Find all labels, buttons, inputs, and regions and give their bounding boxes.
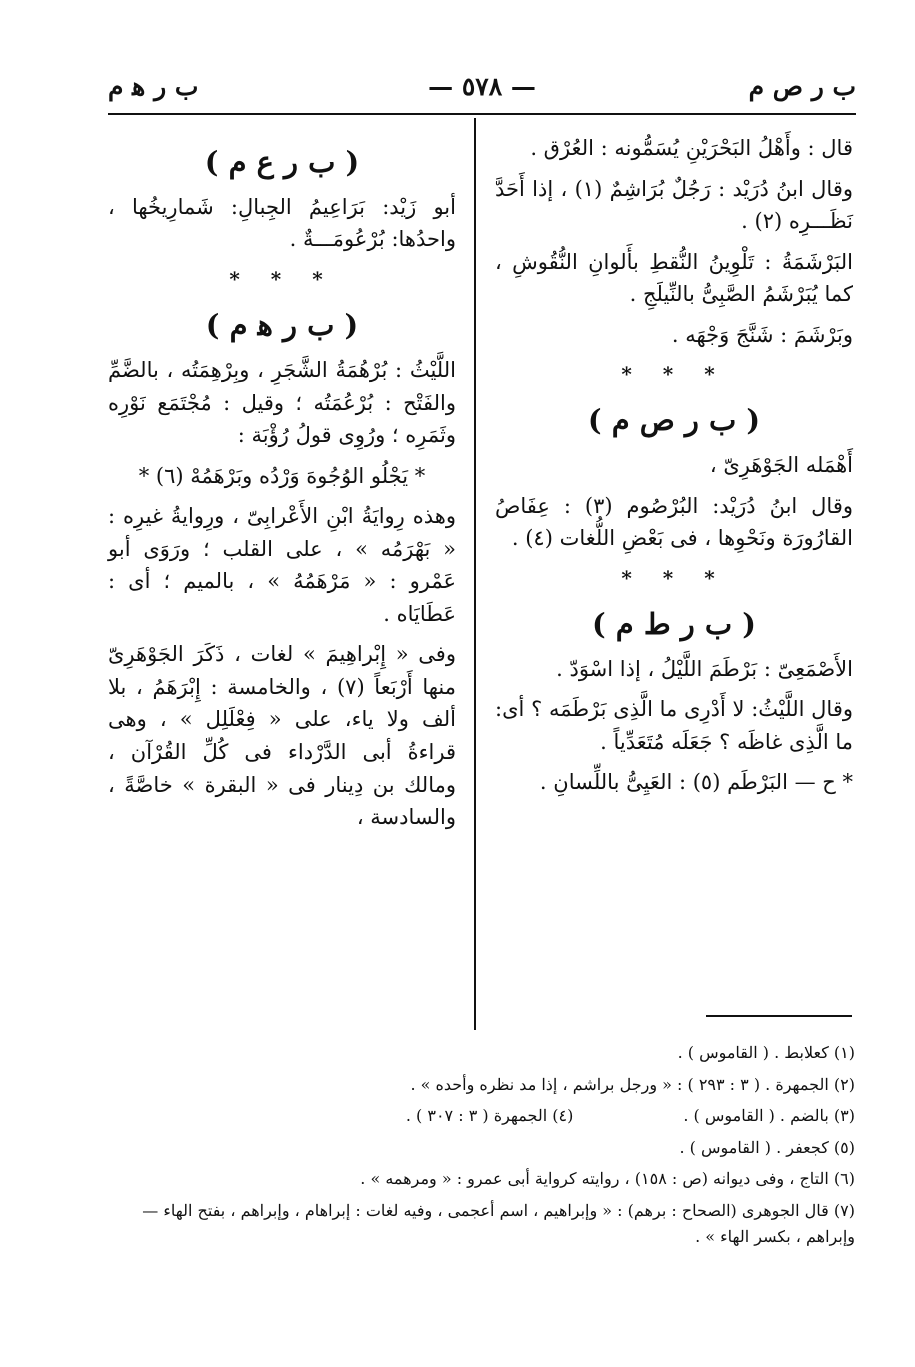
paragraph: أبو زَيْد: بَرَاعِيمُ الجِبالِ: شَمارِيخُها ، واحدُها: بُرْعُومَـــةٌ . bbox=[108, 194, 456, 252]
paragraph: قال : وأَهْلُ البَحْرَيْنِ يُسَمُّونه : العُرْق . bbox=[530, 136, 853, 160]
verse-quote: * يَجْلُو الوُجُوهَ وَرْدُه وبَرْهَمُهْ (٦) * bbox=[138, 463, 426, 488]
footnote: (٦) التاج ، وفى ديوانه (ص : ١٥٨) ، روايته كرواية أبى عمرو : « ومرهمه » . bbox=[360, 1169, 855, 1189]
entry-heading: ( ب ر ع م ) bbox=[204, 145, 360, 179]
paragraph: وفى « إِبْراهِيمَ » لغات ، ذَكَرَ الجَوْهَرِىّ منها أَرْبَعاً (٧) ، والخامسة : إِبْرَهَمُ ، بلا ألف ولا ياء، على « فِعْلَلِل » ، وهى قراءةُ أبى الدَّرْداء فى كُلِّ القُرْآن ، ومالك بن دِينار فى « البقرة » خاصَّةً ، والسادسة ، bbox=[108, 642, 456, 830]
entry-heading: ( ب ر ط م ) bbox=[591, 606, 756, 641]
footnotes bbox=[95, 1040, 855, 1255]
header-root-right: ب ر ص م bbox=[748, 72, 856, 101]
footnote: (٢) الجمهرة . ( ٣ : ٢٩٣ ) : « ورجل براشم ، إذا مد نظره وأحده » . bbox=[410, 1074, 855, 1094]
footnote: (٥) كجعفر . ( القاموس ) . bbox=[679, 1137, 855, 1157]
section-separator: * * * bbox=[621, 565, 727, 590]
paragraph: وقال اللَّيْثُ: لا أَدْرِى ما الَّذِى بَرْطَمَه ؟ أى: ما الَّذِى غاظَه ؟ جَعَلَه مُتَعَدِّياً . bbox=[495, 697, 853, 754]
paragraph: أَهْمَله الجَوْهَرِىّ ، bbox=[709, 453, 853, 478]
footnote: (٤) الجمهرة ( ٣ : ٣٠٧ ) . bbox=[405, 1106, 574, 1126]
paragraph: وبَرْشَمَ : شَنَّجَ وَجْهَه . bbox=[671, 322, 853, 347]
paragraph: الأَصْمَعِىّ : بَرْطَمَ اللَّيْلُ ، إذا اسْوَدّ . bbox=[556, 656, 853, 681]
entry-heading: ( ب ر ﻫ م ) bbox=[205, 308, 359, 343]
footnote: (١) كعلابط . ( القاموس ) . bbox=[677, 1043, 855, 1062]
section-separator: * * * bbox=[229, 267, 335, 292]
paragraph: البَرْشَمَةُ : تَلْوِينُ النُّقطِ بأَلوانِ النُّقُوشِ ، كما يُبَرْشَمُ الصَّبِىُّ بالنِّيلَجِ . bbox=[495, 249, 853, 307]
paragraph: اللَّيْثُ : بُرْهُمَةُ الشَّجَرِ ، وبِرْهِمَتُه ، بالضَّمِّ والفَتْح : بُرْعُمَتُه ؛ وقيل : مُجْتَمَع نَوْرِه وثَمَرِه ؛ ورُوِى قولُ رُؤْبَة : bbox=[108, 357, 456, 448]
footnote-row bbox=[95, 1103, 855, 1129]
left-column bbox=[108, 132, 456, 842]
running-header bbox=[108, 72, 856, 106]
paragraph: وهذه رِوايَةُ ابْنِ الأَعْرابِىّ ، ورِوايةُ غيرِه : « بَهْرَمُه » ، على القلب ؛ ورَوَى أبو عَمْرو : « مَرْهَمُهُ » ، بالميم ؛ أى : عَطَايَاه . bbox=[108, 504, 456, 626]
header-rule bbox=[108, 113, 856, 115]
section-separator: * * * bbox=[621, 362, 727, 387]
footnote: (٧) قال الجوهرى (الصحاح : برهم) : « وإبراهيم ، اسم أعجمى ، وفيه لغات : إبراهام ، وإبراهم ، بفتح الهاء — وإبراهم ، بكسر الهاء » . bbox=[142, 1200, 855, 1246]
footnote-rule bbox=[706, 1015, 852, 1017]
entry-heading: ( ب ر ص م ) bbox=[587, 403, 761, 438]
page-number: — ٥٧٨ — bbox=[428, 72, 536, 101]
right-column bbox=[495, 132, 853, 807]
paragraph: وقال ابنُ دُرَيْد: البُرْصُوم (٣) : عِفَاصُ القارُورَة ونَحْوِها ، فى بَعْضِ اللُّغات (٤) . bbox=[495, 493, 854, 551]
paragraph: * ح — البَرْطَم (٥) : العَيِىُّ باللِّسانِ . bbox=[539, 770, 853, 795]
column-divider bbox=[474, 118, 476, 1030]
footnote: (٣) بالضم . ( القاموس ) . bbox=[683, 1106, 855, 1126]
header-root-left: ب ر ﻫ م bbox=[108, 72, 199, 101]
paragraph: وقال ابنُ دُرَيْد : رَجُلٌ بُرَاشِمٌ (١) ، إذا أَحَدَّ نَظَـــرِه (٢) . bbox=[495, 176, 853, 234]
